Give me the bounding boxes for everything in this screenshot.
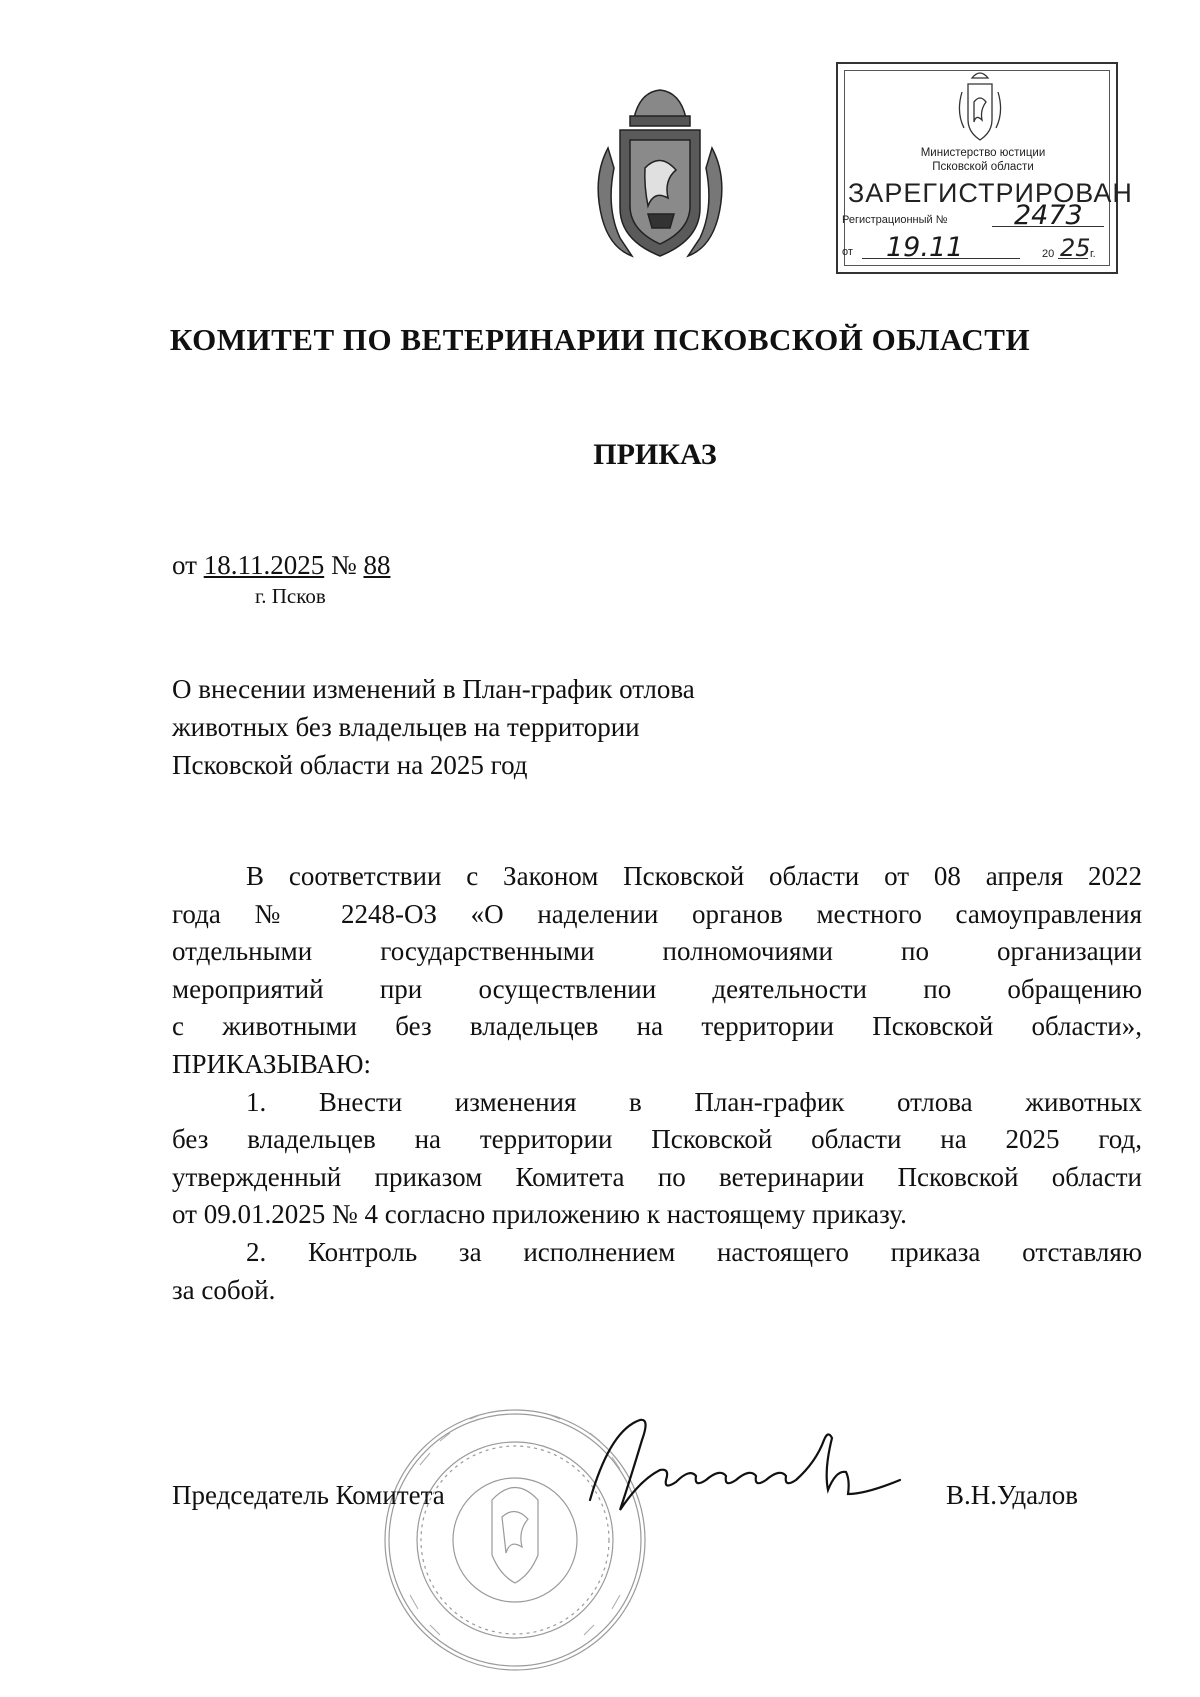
subject-line: животных без владельцев на территории (172, 712, 640, 742)
order-number-sign: № (330, 550, 357, 580)
signatory-name: В.Н.Удалов (946, 1480, 1079, 1510)
item-1-line: без владельцев на территории Псковской области на 2025 год, (172, 1124, 1142, 1155)
stamp-date-label: от (842, 246, 853, 258)
body-line: года № 2248-ОЗ «О наделении органов местного самоуправления (172, 898, 1142, 929)
order-date-prefix: от (172, 550, 197, 580)
item-1-line: от 09.01.2025 № 4 согласно приложению к настоящему приказу. (172, 1199, 907, 1230)
registration-stamp (836, 62, 1133, 274)
stamp-reg-number: 2473 (1014, 200, 1083, 231)
stamp-date: 19.11 (886, 232, 964, 263)
stamp-emblem-icon (956, 68, 1004, 146)
order-date-number (172, 550, 390, 581)
stamp-year: 25 (1060, 234, 1091, 262)
order-date: 18.11.2025 (203, 550, 325, 580)
body-line: с животными без владельцев на территории Псковской области», (172, 1011, 1142, 1042)
order-subject (172, 670, 695, 784)
stamp-reg-number-label: Регистрационный № (842, 214, 948, 226)
order-city: г. Псков (255, 584, 326, 608)
body-line: В соответствии с Законом Псковской области от 08 апреля 2022 (246, 861, 1142, 891)
document-type: ПРИКАЗ (593, 438, 717, 471)
coat-of-arms-icon (590, 88, 730, 263)
item-2-line: за собой. (172, 1274, 276, 1305)
stamp-reg-number-row (842, 200, 1104, 231)
item-1-line: утвержденный приказом Комитета по ветеринарии Псковской области (172, 1161, 1142, 1192)
item-2-line: 2. Контроль за исполнением настоящего приказа отставляю (246, 1236, 1142, 1267)
stamp-year-prefix: 20 (1042, 248, 1055, 260)
stamp-region-line: Псковской области (932, 161, 1034, 173)
order-number: 88 (363, 550, 391, 580)
stamp-date-row (842, 232, 1104, 263)
subject-line: Псковской области на 2025 год (172, 750, 528, 780)
signatory-position: Председатель Комитета (172, 1480, 445, 1510)
item-1-line: 1. Внести изменения в План-график отлова животных (246, 1086, 1142, 1117)
stamp-ministry-line: Министерство юстиции (920, 147, 1046, 159)
stamp-year-unit: г. (1090, 248, 1096, 260)
signature-icon (580, 1410, 910, 1520)
body-line: мероприятий при осуществлении деятельности по обращению (172, 973, 1142, 1004)
order-body (172, 858, 1142, 1309)
stamp-ministry (878, 146, 1088, 174)
decree-word: ПРИКАЗЫВАЮ: (172, 1048, 371, 1079)
stamp-status: ЗАРЕГИСТРИРОВАН (848, 178, 1133, 208)
body-line: отдельными государственными полномочиями по организации (172, 936, 1142, 967)
subject-line: О внесении изменений в План-график отлова (172, 674, 695, 704)
committee-title: КОМИТЕТ ПО ВЕТЕРИНАРИИ ПСКОВСКОЙ ОБЛАСТИ (169, 322, 1031, 357)
